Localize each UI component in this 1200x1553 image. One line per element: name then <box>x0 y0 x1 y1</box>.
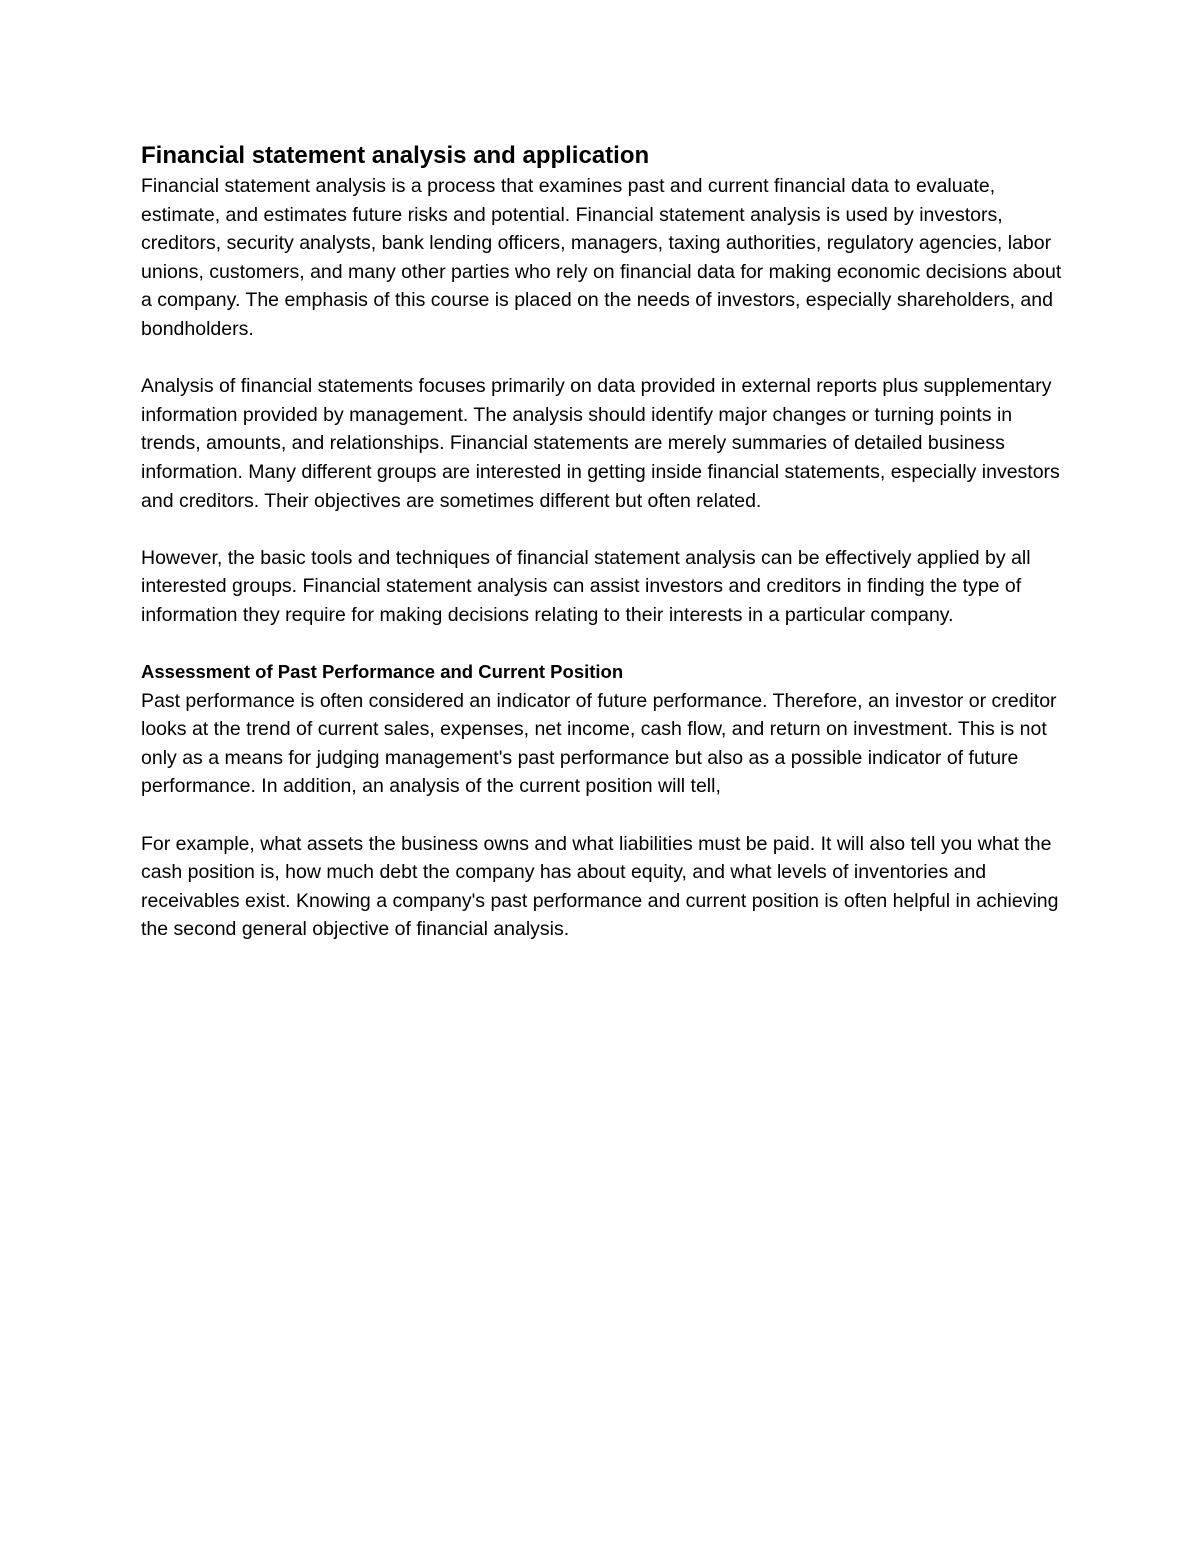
section-paragraph-1: Past performance is often considered an indicator of future performance. Therefore, an investor or creditor looks at the trend of current sales, expenses, net income, cash flow, and return on investment. This is not only as a means for judging management's past performance but also as a possible indicator of future performance. In addition, an analysis of the current position will tell, <box>141 689 1057 798</box>
document-title: Financial statement analysis and application <box>141 142 650 169</box>
document-page <box>141 140 1071 944</box>
section-heading: Assessment of Past Performance and Current Position <box>141 661 624 683</box>
section-paragraph-2: For example, what assets the business owns and what liabilities must be paid. It will also tell you what the cash position is, how much debt the company has about equity, and what levels of inventories and receivables exist. Knowing a company's past performance and current position is often helpful in achieving the second general objective of financial analysis. <box>141 832 1059 941</box>
intro-paragraph-1: Financial statement analysis is a process that examines past and current financial data to evaluate, estimate, and estimates future risks and potential. Financial statement analysis is used by investors, creditors, security analysts, bank lending officers, managers, taxing authorities, regulatory agencies, labor unions, customers, and many other parties who rely on financial data for making economic decisions about a company. The emphasis of this course is placed on the needs of investors, especially shareholders, and bondholders. <box>141 175 1062 340</box>
intro-paragraph-3: However, the basic tools and techniques of financial statement analysis can be effectively applied by all interested groups. Financial statement analysis can assist investors and creditors in finding the type of information they require for making decisions relating to their interests in a particular company. <box>141 546 1031 626</box>
intro-paragraph-2: Analysis of financial statements focuses primarily on data provided in external reports plus supplementary information provided by management. The analysis should identify major changes or turning points in trends, amounts, and relationships. Financial statements are merely summaries of detailed business information. Many different groups are interested in getting inside financial statements, especially investors and creditors. Their objectives are sometimes different but often related. <box>141 375 1060 512</box>
